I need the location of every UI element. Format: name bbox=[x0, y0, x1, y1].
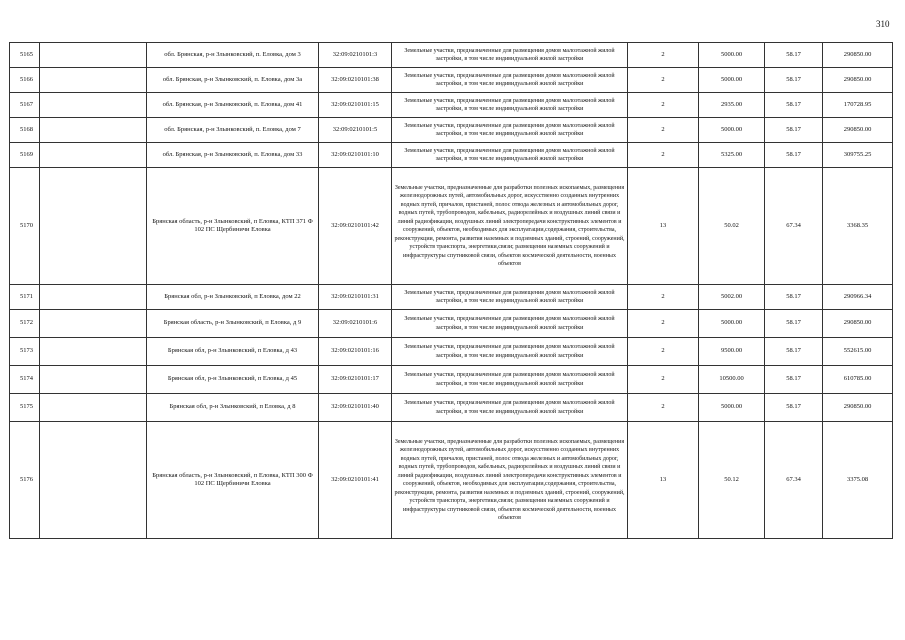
cadastral-value-cell: 610785.00 bbox=[823, 366, 893, 394]
land-use-purpose-cell: Земельные участки, предназначенные для размещения домов малоэтажной жилой застройки, в том числе индивидуальной жилой застройки bbox=[392, 285, 628, 310]
address-cell: Брянская обл, р-н Злынковский, п Еловка, д 43 bbox=[147, 338, 319, 366]
cadastral-number-cell: 32:09:0210101:5 bbox=[319, 118, 392, 143]
row-number-cell: 5167 bbox=[10, 93, 40, 118]
address-cell: Брянская область, р-н Злынковский, п Еловка, д 9 bbox=[147, 310, 319, 338]
blank-cell bbox=[40, 422, 147, 539]
row-number-cell: 5176 bbox=[10, 422, 40, 539]
land-use-purpose-cell: Земельные участки, предназначенные для размещения домов малоэтажной жилой застройки, в том числе индивидуальной жилой застройки bbox=[392, 394, 628, 422]
table-row bbox=[10, 394, 893, 422]
register-body bbox=[10, 43, 893, 539]
category-code-cell: 2 bbox=[628, 394, 699, 422]
table-row bbox=[10, 310, 893, 338]
land-use-purpose-cell: Земельные участки, предназначенные для разработки полезных ископаемых, размещения железнодорожных путей, автомобильных дорог, искусственно созданных внутренних водных путей, причалов, пристаней, полос отвода железных и автомобильных дорог, водных путей, трубопроводов, кабельных, радиорелейных и воздушных линий связи и линий радиофикации, воздушных линий электропередачи конструктивных элементов и сооружений, объектов, необходимых для эксплуатации,содержания, строительства, реконструкции, ремонта, развития наземных и подземных зданий, строений, сооружений, устройств транспорта, энергетики,связи; размещения наземных сооружений и инфраструктуры спутниковой связи, объектов космической деятельности, военных объектов bbox=[392, 168, 628, 285]
category-code-cell: 2 bbox=[628, 338, 699, 366]
cadastral-number-cell: 32:09:0210101:31 bbox=[319, 285, 392, 310]
cadastral-number-cell: 32:09:0210101:38 bbox=[319, 68, 392, 93]
rate-cell: 58.17 bbox=[765, 93, 823, 118]
cadastral-number-cell: 32:09:0210101:16 bbox=[319, 338, 392, 366]
rate-cell: 58.17 bbox=[765, 394, 823, 422]
land-use-purpose-cell: Земельные участки, предназначенные для размещения домов малоэтажной жилой застройки, в том числе индивидуальной жилой застройки bbox=[392, 93, 628, 118]
cadastral-value-cell: 552615.00 bbox=[823, 338, 893, 366]
address-cell: обл. Брянская, р-н Злынковский, п. Еловка, дом 3а bbox=[147, 68, 319, 93]
cadastral-number-cell: 32:09:0210101:15 bbox=[319, 93, 392, 118]
cadastral-value-cell: 3375.08 bbox=[823, 422, 893, 539]
row-number-cell: 5170 bbox=[10, 168, 40, 285]
cadastral-value-cell: 290850.00 bbox=[823, 68, 893, 93]
category-code-cell: 2 bbox=[628, 285, 699, 310]
cadastral-number-cell: 32:09:0210101:42 bbox=[319, 168, 392, 285]
area-cell: 5325.00 bbox=[699, 143, 765, 168]
rate-cell: 67.34 bbox=[765, 422, 823, 539]
cadastral-number-cell: 32:09:0210101:10 bbox=[319, 143, 392, 168]
table-row bbox=[10, 168, 893, 285]
table-row bbox=[10, 366, 893, 394]
category-code-cell: 2 bbox=[628, 143, 699, 168]
rate-cell: 58.17 bbox=[765, 285, 823, 310]
blank-cell bbox=[40, 118, 147, 143]
address-cell: Брянская обл, р-н Злынковский, п Еловка, д 45 bbox=[147, 366, 319, 394]
address-cell: Брянская обл, р-н Злынковский, п Еловка, д 8 bbox=[147, 394, 319, 422]
area-cell: 5000.00 bbox=[699, 43, 765, 68]
row-number-cell: 5173 bbox=[10, 338, 40, 366]
page-number: 310 bbox=[876, 19, 890, 29]
land-use-purpose-cell: Земельные участки, предназначенные для размещения домов малоэтажной жилой застройки, в том числе индивидуальной жилой застройки bbox=[392, 118, 628, 143]
area-cell: 10500.00 bbox=[699, 366, 765, 394]
area-cell: 50.12 bbox=[699, 422, 765, 539]
cadastral-number-cell: 32:09:0210101:40 bbox=[319, 394, 392, 422]
address-cell: Брянская область, р-н Злынковский, п Еловка, КТП 371 Ф 102 ПС Щербиничи Еловка bbox=[147, 168, 319, 285]
area-cell: 50.02 bbox=[699, 168, 765, 285]
rate-cell: 58.17 bbox=[765, 366, 823, 394]
cadastral-value-cell: 309755.25 bbox=[823, 143, 893, 168]
category-code-cell: 2 bbox=[628, 43, 699, 68]
blank-cell bbox=[40, 394, 147, 422]
cadastral-number-cell: 32:09:0210101:3 bbox=[319, 43, 392, 68]
table-row bbox=[10, 143, 893, 168]
rate-cell: 67.34 bbox=[765, 168, 823, 285]
address-cell: обл. Брянская, р-н Злынковский, п. Еловка, дом 41 bbox=[147, 93, 319, 118]
land-use-purpose-cell: Земельные участки, предназначенные для разработки полезных ископаемых, размещения железнодорожных путей, автомобильных дорог, искусственно созданных внутренних водных путей, причалов, пристаней, полос отвода железных и автомобильных дорог, водных путей, трубопроводов, кабельных, радиорелейных и воздушных линий связи и линий радиофикации, воздушных линий электропередачи конструктивных элементов и сооружений, объектов, необходимых для эксплуатации,содержания, строительства, реконструкции, ремонта, развития наземных и подземных зданий, строений, сооружений, устройств транспорта, энергетики,связи; размещения наземных сооружений и инфраструктуры спутниковой связи, объектов космической деятельности, военных объектов bbox=[392, 422, 628, 539]
rate-cell: 58.17 bbox=[765, 118, 823, 143]
blank-cell bbox=[40, 143, 147, 168]
blank-cell bbox=[40, 168, 147, 285]
cadastral-value-cell: 170728.95 bbox=[823, 93, 893, 118]
table-row bbox=[10, 338, 893, 366]
row-number-cell: 5171 bbox=[10, 285, 40, 310]
cadastral-number-cell: 32:09:0210101:6 bbox=[319, 310, 392, 338]
area-cell: 5002.00 bbox=[699, 285, 765, 310]
address-cell: обл. Брянская, р-н Злынковский, п. Еловка, дом 7 bbox=[147, 118, 319, 143]
cadastral-value-cell: 290850.00 bbox=[823, 43, 893, 68]
table-row bbox=[10, 93, 893, 118]
cadastral-number-cell: 32:09:0210101:17 bbox=[319, 366, 392, 394]
row-number-cell: 5175 bbox=[10, 394, 40, 422]
land-use-purpose-cell: Земельные участки, предназначенные для размещения домов малоэтажной жилой застройки, в том числе индивидуальной жилой застройки bbox=[392, 338, 628, 366]
blank-cell bbox=[40, 285, 147, 310]
rate-cell: 58.17 bbox=[765, 68, 823, 93]
cadastral-value-cell: 290966.34 bbox=[823, 285, 893, 310]
address-cell: обл. Брянская, р-н Злынковский, п. Еловка, дом 3 bbox=[147, 43, 319, 68]
blank-cell bbox=[40, 68, 147, 93]
row-number-cell: 5168 bbox=[10, 118, 40, 143]
address-cell: обл. Брянская, р-н Злынковский, п. Еловка, дом 33 bbox=[147, 143, 319, 168]
rate-cell: 58.17 bbox=[765, 43, 823, 68]
area-cell: 9500.00 bbox=[699, 338, 765, 366]
row-number-cell: 5165 bbox=[10, 43, 40, 68]
table-row bbox=[10, 285, 893, 310]
blank-cell bbox=[40, 338, 147, 366]
cadastral-value-cell: 290850.00 bbox=[823, 310, 893, 338]
category-code-cell: 2 bbox=[628, 118, 699, 143]
cadastral-number-cell: 32:09:0210101:41 bbox=[319, 422, 392, 539]
land-use-purpose-cell: Земельные участки, предназначенные для размещения домов малоэтажной жилой застройки, в том числе индивидуальной жилой застройки bbox=[392, 143, 628, 168]
table-row bbox=[10, 43, 893, 68]
category-code-cell: 2 bbox=[628, 93, 699, 118]
row-number-cell: 5169 bbox=[10, 143, 40, 168]
category-code-cell: 13 bbox=[628, 422, 699, 539]
blank-cell bbox=[40, 310, 147, 338]
area-cell: 5000.00 bbox=[699, 118, 765, 143]
blank-cell bbox=[40, 43, 147, 68]
category-code-cell: 2 bbox=[628, 310, 699, 338]
cadastral-value-cell: 290850.00 bbox=[823, 118, 893, 143]
address-cell: Брянская область, р-н Злынковский, п Еловка, КТП 300 Ф 102 ПС Щербиничи Еловка bbox=[147, 422, 319, 539]
area-cell: 5000.00 bbox=[699, 310, 765, 338]
rate-cell: 58.17 bbox=[765, 143, 823, 168]
table-row bbox=[10, 68, 893, 93]
area-cell: 5000.00 bbox=[699, 394, 765, 422]
land-register-table bbox=[9, 42, 893, 539]
cadastral-value-cell: 3368.35 bbox=[823, 168, 893, 285]
land-use-purpose-cell: Земельные участки, предназначенные для размещения домов малоэтажной жилой застройки, в том числе индивидуальной жилой застройки bbox=[392, 310, 628, 338]
row-number-cell: 5166 bbox=[10, 68, 40, 93]
area-cell: 2935.00 bbox=[699, 93, 765, 118]
blank-cell bbox=[40, 366, 147, 394]
rate-cell: 58.17 bbox=[765, 338, 823, 366]
address-cell: Брянская обл, р-н Злынковский, п Еловка, дом 22 bbox=[147, 285, 319, 310]
land-use-purpose-cell: Земельные участки, предназначенные для размещения домов малоэтажной жилой застройки, в том числе индивидуальной жилой застройки bbox=[392, 366, 628, 394]
category-code-cell: 2 bbox=[628, 366, 699, 394]
rate-cell: 58.17 bbox=[765, 310, 823, 338]
row-number-cell: 5172 bbox=[10, 310, 40, 338]
table-row bbox=[10, 422, 893, 539]
category-code-cell: 13 bbox=[628, 168, 699, 285]
cadastral-value-cell: 290850.00 bbox=[823, 394, 893, 422]
table-row bbox=[10, 118, 893, 143]
land-use-purpose-cell: Земельные участки, предназначенные для размещения домов малоэтажной жилой застройки, в том числе индивидуальной жилой застройки bbox=[392, 43, 628, 68]
blank-cell bbox=[40, 93, 147, 118]
category-code-cell: 2 bbox=[628, 68, 699, 93]
row-number-cell: 5174 bbox=[10, 366, 40, 394]
area-cell: 5000.00 bbox=[699, 68, 765, 93]
land-use-purpose-cell: Земельные участки, предназначенные для размещения домов малоэтажной жилой застройки, в том числе индивидуальной жилой застройки bbox=[392, 68, 628, 93]
